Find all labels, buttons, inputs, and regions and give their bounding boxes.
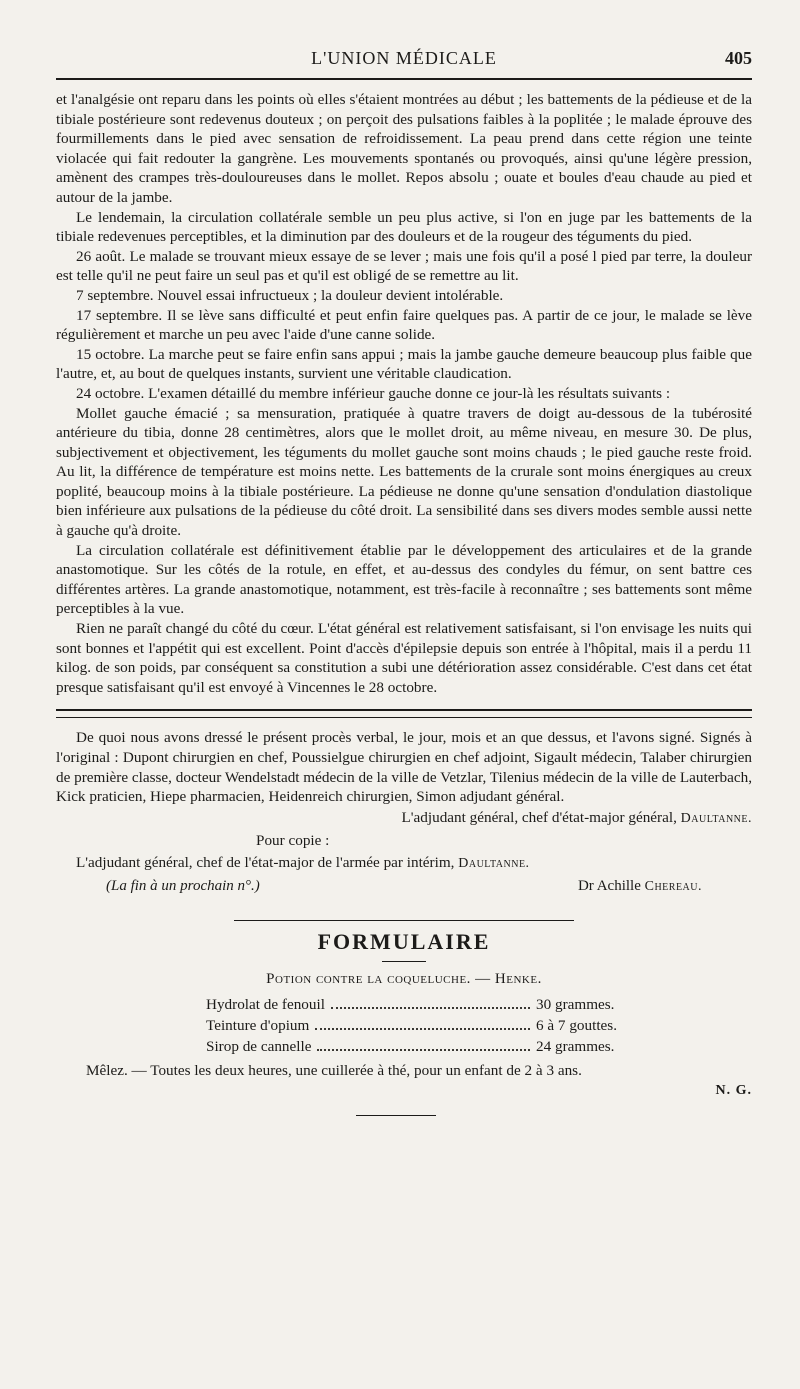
signature-name: Daultanne. (680, 810, 752, 826)
continuation-note: (La fin à un prochain n°.) (106, 877, 260, 894)
ingredient-name: Teinture d'opium (206, 1016, 310, 1034)
end-rule (356, 1115, 436, 1116)
ingredient-list (206, 994, 656, 1057)
body-paragraph: Le lendemain, la circulation collatérale semble un peu plus active, si l'on en juge par les battements de la tibiale redevenues perceptibles, et la diminution par des douleurs et de la rougeur des téguments du pied. (56, 208, 752, 246)
proces-verbal-paragraph: De quoi nous avons dressé le présent procès verbal, le jour, mois et an que dessus, et l'avons signé. Signés à l'original : Dupont chirurgien en chef, Poussielgue chirurgien en chef adjoint, Sigault médecin, Talaber chirurgien de première classe, docteur Wendelstadt médecin de la ville de Vetzlar, Tilenius médecin de la ville de Lauterbach, Kick praticien, Hiepe pharmacien, Heidenreich chirurgien, Simon adjudant général. (56, 729, 752, 806)
formulaire-heading: FORMULAIRE (317, 928, 491, 954)
recipe-title-text: Potion contre la coqueluche. — Henke. (266, 970, 542, 987)
body-paragraph: La circulation collatérale est définitivement établie par le développement des articulaires et de la grande anastomotique. Sur les côtés de la rotule, en effet, et au-dessus des condyles du fémur, on sent battre ces différentes artères. La grande anastomotique, notamment, est très-facile à reconnaître ; ses battements sont même perceptibles à la vue. (56, 541, 752, 618)
leader-dots (315, 1028, 530, 1030)
page-number: 405 (725, 48, 752, 68)
leader-dots (317, 1049, 530, 1051)
ingredient-row (206, 1015, 656, 1036)
ingredient-quantity: 30 grammes. (536, 995, 615, 1013)
signature-line (56, 807, 752, 830)
body-paragraph: 7 septembre. Nouvel essai infructueux ; la douleur devient intolérable. (76, 286, 504, 304)
copy-label: Pour copie : (256, 831, 330, 849)
section-rule (234, 920, 574, 921)
body-paragraph: 24 octobre. L'examen détaillé du membre inférieur gauche donne ce jour-là les résultats suivants : (76, 384, 671, 402)
running-header (56, 40, 752, 76)
leader-dots (331, 1007, 530, 1009)
signature-line (56, 852, 752, 875)
author-initials: N. G. (715, 1082, 752, 1098)
ingredient-name: Sirop de cannelle (206, 1037, 312, 1055)
author-signature (578, 875, 702, 898)
ingredient-row (206, 1036, 656, 1057)
body-paragraph: 15 octobre. La marche peut se faire enfin sans appui ; mais la jambe gauche demeure beaucoup plus faible que l'autre, et, au bout de quelques instants, survient une véritable claudication. (56, 345, 752, 383)
header-rule (56, 78, 752, 80)
author-prefix: Dr Achille (577, 877, 641, 894)
body-paragraph: et l'analgésie ont reparu dans les points où elles s'étaient montrées au début ; les battements de la pédieuse et de la tibiale postérieure sont redevenus douteux ; on perçoit des pulsations faibles à la poplitée ; le malade éprouve des fourmillements dans le pied avec sensation de refroidissement. La peau prend dans cette région une teinte violacée qui fait redouter la gangrène. Les mouvements spontanés ou provoqués, ainsi qu'une légère pression, amènent des crampes très-douloureuses dans le mollet. Repos absolu ; ouate et boules d'eau chaude au pied et autour de la jambe. (56, 91, 752, 206)
article-footer (56, 875, 752, 898)
signature-title: L'adjudant général, chef d'état-major général, (401, 808, 677, 826)
ingredient-quantity: 6 à 7 gouttes. (536, 1016, 617, 1034)
ingredient-name: Hydrolat de fenouil (206, 995, 325, 1013)
signature-title: L'adjudant général, chef de l'état-major de l'armée par intérim, (76, 853, 455, 871)
signature-name: Daultanne. (458, 855, 530, 871)
heading-rule (382, 961, 426, 962)
ingredient-row (206, 994, 656, 1015)
journal-title: L'UNION MÉDICALE (311, 48, 497, 68)
author-name: Chereau. (644, 878, 702, 894)
body-paragraph: 26 août. Le malade se trouvant mieux essaye de se lever ; mais une fois qu'il a posé l pied par terre, la douleur est telle qu'il ne peut faire un seul pas et qu'il est obligé de se remettre au lit. (56, 247, 752, 285)
body-paragraph: 17 septembre. Il se lève sans difficulté et peut enfin faire quelques pas. A partir de ce jour, le malade se lève régulièrement et marche un peu avec l'aide d'une canne solide. (56, 306, 752, 344)
recipe-title (56, 970, 752, 988)
body-paragraph: Mollet gauche émacié ; sa mensuration, pratiquée à quatre travers de doigt au-dessous de la tubérosité antérieure du tibia, donne 28 centimètres, alors que le mollet droit, au même niveau, en mesure 30. De plus, subjectivement et objectivement, les téguments du mollet gauche sont moins chauds ; le pied gauche reste froid. Au lit, la différence de température est moins nette. Les battements de la crurale sont moins énergiques au creux poplité, beaucoup moins à la tibiale postérieure. La pédieuse ne donne qu'une sensation d'ondulation diastolique bien inférieure aux pulsations de la pédieuse du côté droit. La sensibilité dans ses divers modes semble aussi nette à gauche qu'à droite. (56, 404, 752, 540)
recipe-instruction: Mêlez. — Toutes les deux heures, une cuillerée à thé, pour un enfant de 2 à 3 ans. (86, 1061, 582, 1079)
section-divider (56, 709, 752, 718)
body-paragraph: Rien ne paraît changé du côté du cœur. L'état général est relativement satisfaisant, si l'on envisage les nuits qui sont bonnes et l'appétit qui est excellent. Point d'accès d'épilepsie depuis son entrée à l'hôpital, mais il a perdu 11 kilog. de son poids, par conséquent sa constitution a subi une détérioration assez considérable. C'est dans cet état presque satisfaisant qu'il est envoyé à Vincennes le 28 octobre. (56, 620, 752, 696)
ingredient-quantity: 24 grammes. (536, 1037, 615, 1055)
journal-page (56, 40, 752, 1116)
